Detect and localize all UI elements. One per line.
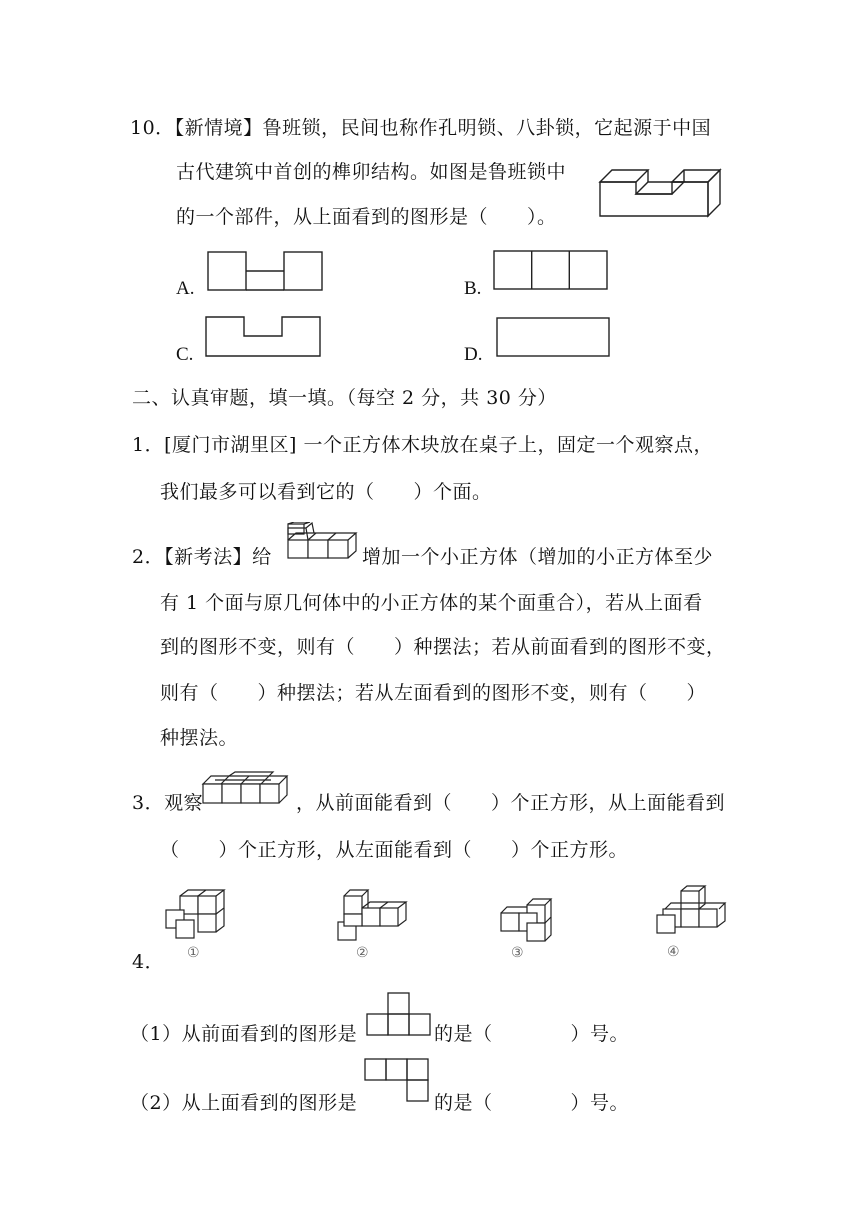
q2-line2: 有 1 个面与原几何体中的小正方体的某个面重合），若从上面看 (160, 592, 703, 614)
q4-label-1: ① (187, 945, 200, 961)
option-c-figure[interactable] (205, 316, 321, 358)
q1-line1: 1．[厦门市湖里区] 一个正方体木块放在桌子上，固定一个观察点， (132, 434, 713, 456)
q2-cube-figure (286, 522, 358, 560)
q2-line4: 则有（ ）种摆法；若从左面看到的图形不变，则有（ ） (160, 682, 707, 704)
q3-line2: （ ）个正方形，从左面能看到（ ）个正方形。 (160, 839, 629, 861)
q4-figure-3[interactable] (499, 897, 561, 943)
q4-sub2-after: 的是（ ）号。 (434, 1092, 630, 1114)
q10-line1: 10．【新情境】鲁班锁，民间也称作孔明锁、八卦锁，它起源于中国 (130, 117, 712, 139)
q4-label-3: ③ (511, 945, 524, 961)
q2-line1-after: 增加一个小正方体（增加的小正方体至少 (362, 546, 714, 568)
q10-line2: 古代建筑中首创的榫卯结构。如图是鲁班锁中 (176, 161, 567, 183)
q4-figure-1[interactable] (164, 888, 226, 940)
q4-number: 4． (132, 951, 165, 973)
q2-line1-before: 2．【新考法】给 (132, 546, 272, 568)
option-d-figure[interactable] (496, 317, 612, 359)
option-d-label: D. (464, 344, 483, 365)
option-a-label: A. (176, 278, 195, 299)
q4-label-2: ② (356, 945, 369, 961)
q4-sub2-top-view-shape (364, 1058, 432, 1106)
q4-sub1-after: 的是（ ）号。 (434, 1023, 630, 1045)
section-2-heading: 二、认真审题，填一填。（每空 2 分，共 30 分） (132, 387, 557, 409)
q4-sub1-before: （1）从前面看到的图形是 (130, 1023, 358, 1045)
q4-sub1-front-view-shape (366, 992, 432, 1040)
option-a-figure[interactable] (207, 251, 325, 293)
q4-sub2-before: （2）从上面看到的图形是 (130, 1092, 358, 1114)
q4-label-4: ④ (667, 944, 680, 960)
q3-line1-before: 3．观察 (132, 792, 204, 814)
q2-line3: 到的图形不变，则有（ ）种摆法；若从前面看到的图形不变， (160, 636, 726, 658)
q3-cube-figure (201, 770, 293, 806)
option-b-label: B. (464, 278, 482, 299)
q10-line3: 的一个部件，从上面看到的图形是（ ）。 (176, 206, 557, 228)
q2-line5: 种摆法。 (160, 727, 239, 749)
q1-line2: 我们最多可以看到它的（ ）个面。 (160, 481, 492, 503)
q3-line1-after: ，从前面能看到（ ）个正方形，从上面能看到 (296, 792, 726, 814)
option-b-figure[interactable] (493, 250, 609, 292)
q4-figure-4[interactable] (655, 885, 727, 937)
q4-figure-2[interactable] (336, 888, 410, 942)
option-c-label: C. (176, 344, 194, 365)
luban-lock-piece-figure (598, 164, 722, 220)
